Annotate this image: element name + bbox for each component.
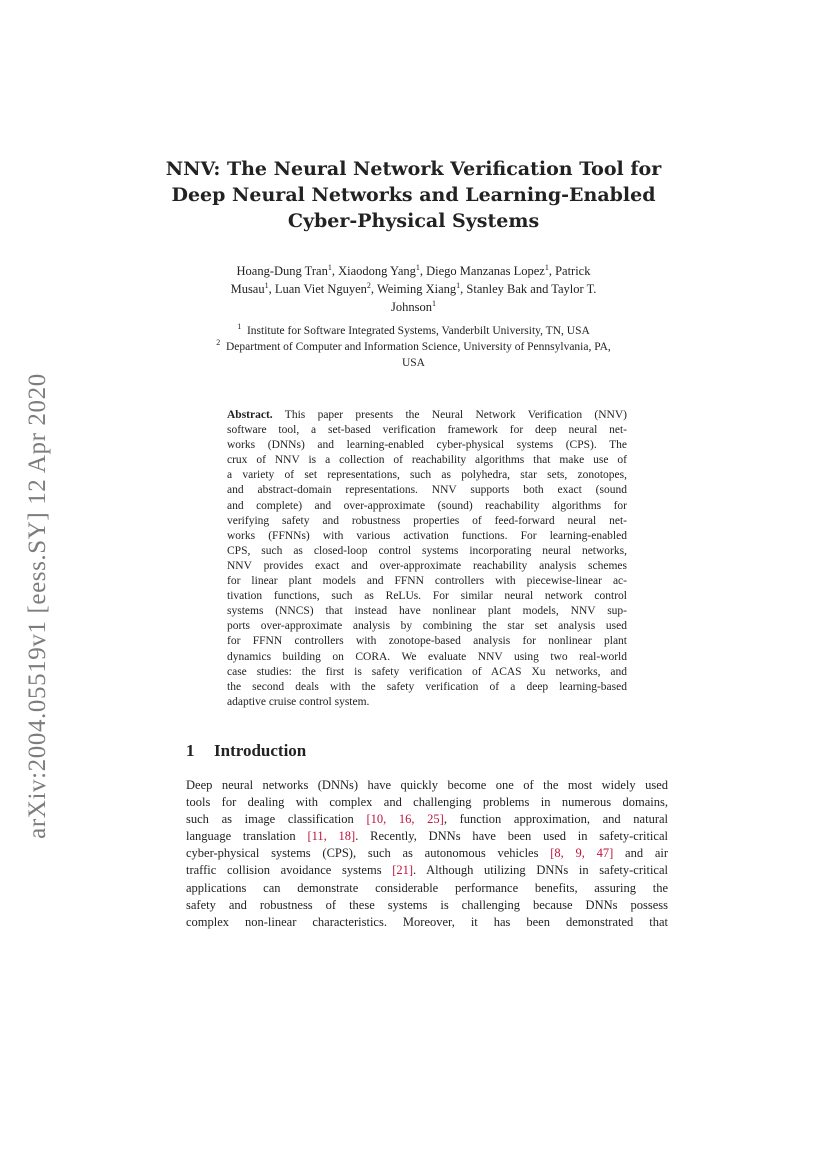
body-text-run: . Although utilizing DNNs in safety-critical: [413, 863, 668, 878]
section-heading: [186, 741, 646, 761]
affiliation-marker: 1: [431, 299, 436, 308]
abstract-line: a variety of set representations, such as polyhedra, star sets, zonotopes,: [227, 469, 627, 482]
author-name: Musau: [230, 282, 265, 296]
abstract-line: for FFNN controllers with zonotope-based analysis for nonlinear plant: [227, 635, 627, 648]
body-line: applications can demonstrate considerable performance benefits, assuring the: [186, 880, 668, 895]
abstract-line: ports over-approximate analysis by combining the star set analysis used: [227, 620, 627, 633]
affiliation-marker: 2: [366, 281, 371, 290]
body-line: tools for dealing with complex and challenging problems in numerous domains,: [186, 795, 668, 810]
abstract-line: CPS, such as closed-loop control systems incorporating neural networks,: [227, 544, 627, 557]
title-line: Deep Neural Networks and Learning-Enabled: [171, 184, 656, 206]
abstract-label: Abstract.: [227, 409, 273, 421]
affiliation-number: 2: [216, 338, 221, 347]
affiliations: [170, 323, 657, 371]
citation-link[interactable]: [11, 18]: [307, 829, 356, 844]
abstract-body: [227, 423, 627, 710]
author-name: , Patrick: [548, 264, 591, 278]
abstract-line: case studies: the first is safety verification of ACAS Xu networks, and: [227, 665, 627, 678]
author-name: Hoang-Dung Tran: [236, 264, 328, 278]
affiliation-marker: 1: [544, 263, 549, 272]
affiliation-marker: 1: [264, 281, 269, 290]
author-line: [170, 280, 657, 298]
title-line: Cyber-Physical Systems: [287, 210, 540, 232]
abstract-line: software tool, a set-based verification framework for deep neural net-: [227, 424, 627, 437]
affiliation-marker: 1: [327, 263, 332, 272]
body-line: complex non-linear characteristics. Moreover, it has been demonstrated that: [186, 914, 668, 929]
body-line: [186, 845, 668, 862]
abstract: [227, 408, 627, 710]
body-text-run: traffic collision avoidance systems: [186, 863, 393, 878]
body-text-run: language translation: [186, 829, 308, 844]
affiliation-marker: 1: [415, 263, 420, 272]
abstract-line: the second deals with the safety verification of a deep learning-based: [227, 680, 627, 693]
abstract-text: This paper presents the Neural Network Verification (NNV): [284, 409, 627, 421]
citation-link[interactable]: [10, 16, 25]: [366, 812, 444, 827]
affiliation-text: Institute for Software Integrated Systems, Vanderbilt University, TN, USA: [246, 325, 590, 337]
affiliation-number: 1: [237, 322, 242, 331]
abstract-line: for linear plant models and FFNN controllers with piecewise-linear ac-: [227, 575, 627, 588]
affiliation-line: [170, 339, 657, 355]
body-line: [186, 862, 668, 879]
affiliation-marker: 1: [456, 281, 461, 290]
abstract-line: dynamics building on CORA. We evaluate NNV using two real-world: [227, 650, 627, 663]
affiliation-line: [170, 323, 657, 339]
body-line: [186, 828, 668, 845]
citation-link[interactable]: [8, 9, 47]: [550, 846, 614, 861]
body-line: safety and robustness of these systems is challenging because DNNs possess: [186, 897, 668, 912]
abstract-line: and complete) and over-approximate (sound) reachability algorithms for: [227, 499, 627, 512]
paper-title: [150, 156, 677, 234]
author-line: [170, 298, 657, 316]
abstract-line: verifying safety and robustness properties of feed-forward neural net-: [227, 514, 627, 527]
abstract-line: tivation functions, such as ReLUs. For similar neural network control: [227, 590, 627, 603]
author-name: , Xiaodong Yang: [331, 264, 416, 278]
author-name: , Weiming Xiang: [370, 282, 457, 296]
section-title: Introduction: [214, 741, 307, 760]
arxiv-identifier-stamp: [15, 350, 60, 862]
body-line: [186, 811, 668, 828]
body-text-run: and air: [613, 846, 669, 861]
body-text-run: , function approximation, and natural: [443, 812, 669, 827]
affiliation-line: USA: [401, 357, 425, 369]
abstract-line: and abstract-domain representations. NNV supports both exact (sound: [227, 484, 627, 497]
abstract-line: adaptive cruise control system.: [227, 695, 370, 708]
arxiv-identifier-text: arXiv:2004.05519v1 [eess.SY] 12 Apr 2020: [23, 373, 51, 839]
author-list: [170, 262, 657, 316]
affiliation-text: Department of Computer and Information Science, University of Pennsylvania, PA,: [226, 341, 611, 353]
abstract-line: works (DNNs) and learning-enabled cyber-physical systems (CPS). The: [227, 439, 627, 452]
introduction-text: [186, 777, 668, 931]
author-line: [170, 262, 657, 280]
abstract-line: works (FFNNs) with various activation functions. For learning-enabled: [227, 529, 627, 542]
abstract-line: [227, 408, 627, 423]
body-line: Deep neural networks (DNNs) have quickly become one of the most widely used: [186, 778, 668, 792]
body-text-run: such as image classification: [186, 812, 367, 827]
author-name: , Luan Viet Nguyen: [268, 282, 367, 296]
abstract-line: crux of NNV is a collection of reachability algorithms that make use of: [227, 454, 627, 467]
body-text-run: . Recently, DNNs have been used in safety-critical: [355, 829, 668, 844]
author-name: , Diego Manzanas Lopez: [419, 264, 545, 278]
section-number: 1: [186, 741, 195, 760]
abstract-line: NNV provides exact and over-approximate reachability analysis schemes: [227, 559, 627, 572]
title-line: NNV: The Neural Network Verification Tool for: [165, 158, 662, 180]
author-name: Johnson: [391, 300, 432, 314]
abstract-line: systems (NNCS) that instead have nonlinear plant models, NNV sup-: [227, 605, 627, 618]
body-text-run: cyber-physical systems (CPS), such as autonomous vehicles: [186, 846, 551, 861]
author-name: , Stanley Bak and Taylor T.: [460, 282, 597, 296]
citation-link[interactable]: [21]: [392, 863, 414, 878]
